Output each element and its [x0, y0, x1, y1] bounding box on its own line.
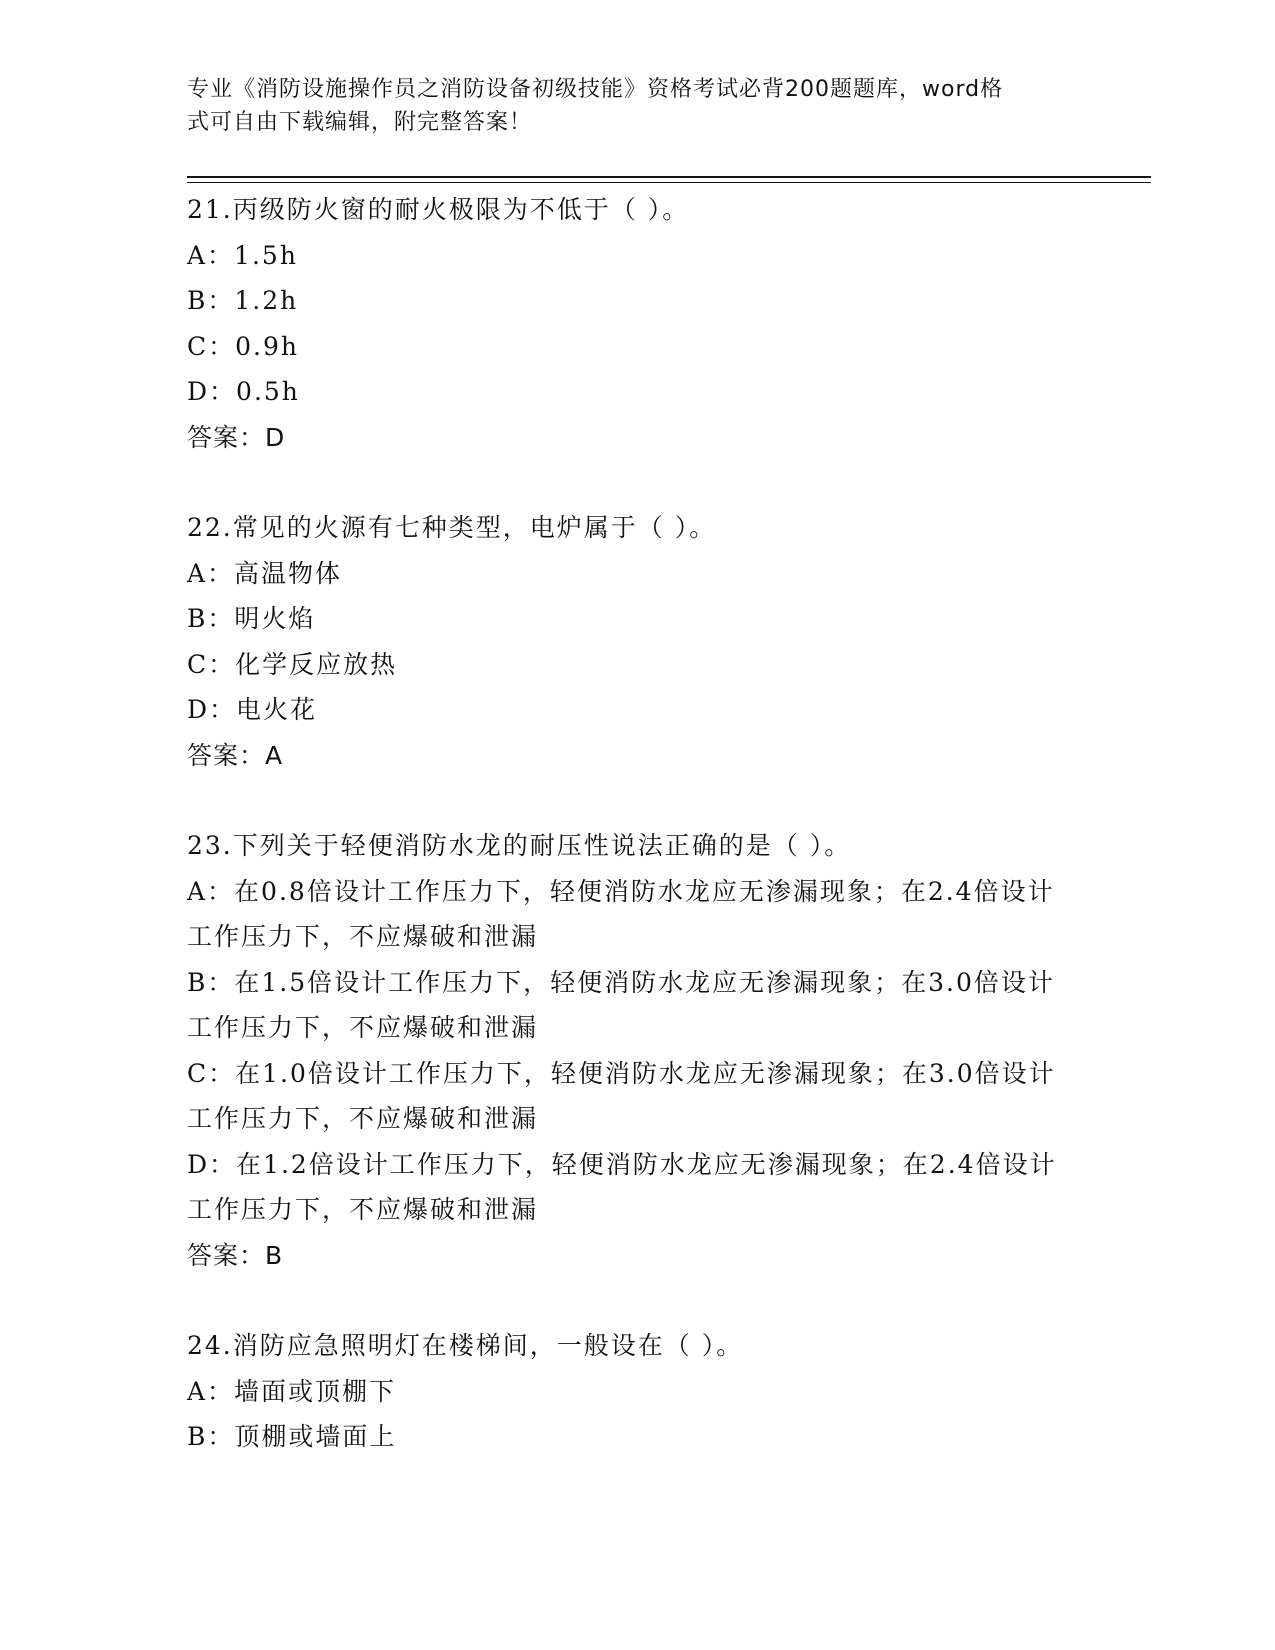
option-b: B：在1.5倍设计工作压力下，轻便消防水龙应无渗漏现象；在3.0倍设计工作压力下，不应爆破和泄漏 — [187, 967, 1055, 1042]
question-spacer — [187, 778, 1087, 823]
question-23 — [187, 823, 1087, 1278]
header-divider-thin — [187, 182, 1151, 183]
option-d: D：在1.2倍设计工作压力下，轻便消防水龙应无渗漏现象；在2.4倍设计工作压力下，不应爆破和泄漏 — [187, 1149, 1057, 1224]
question-spacer — [187, 1278, 1087, 1323]
option-a: A：1.5h — [187, 240, 298, 270]
option-c: C：0.9h — [187, 331, 299, 361]
question-stem: 22.常见的火源有七种类型，电炉属于（ ）。 — [187, 513, 717, 542]
question-22 — [187, 505, 1087, 778]
option-a: A：高温物体 — [187, 558, 343, 588]
option-c: C：化学反应放热 — [187, 649, 398, 679]
question-stem: 23.下列关于轻便消防水龙的耐压性说法正确的是（ ）。 — [187, 831, 852, 860]
option-d: D：0.5h — [187, 377, 300, 406]
option-a: A：在0.8倍设计工作压力下，轻便消防水龙应无渗漏现象；在2.4倍设计工作压力下，不应爆破和泄漏 — [187, 876, 1055, 951]
answer-label: 答案：A — [187, 740, 284, 770]
question-stem: 21.丙级防火窗的耐火极限为不低于（ ）。 — [187, 195, 690, 224]
question-spacer — [187, 460, 1087, 505]
question-stem: 24.消防应急照明灯在楼梯间，一般设在（ ）。 — [187, 1331, 744, 1360]
document-header — [187, 73, 1067, 139]
option-c: C：在1.0倍设计工作压力下，轻便消防水龙应无渗漏现象；在3.0倍设计工作压力下，不应爆破和泄漏 — [187, 1058, 1056, 1133]
option-a: A：墙面或顶棚下 — [187, 1376, 397, 1406]
answer-label: 答案：B — [187, 1240, 284, 1270]
answer-label: 答案：D — [187, 422, 286, 452]
option-b: B：明火焰 — [187, 604, 316, 633]
question-list — [187, 187, 1087, 1460]
option-b: B：1.2h — [187, 286, 299, 315]
option-b: B：顶棚或墙面上 — [187, 1422, 397, 1451]
header-line-2: 式可自由下载编辑，附完整答案！ — [187, 110, 533, 135]
header-divider-thick — [187, 176, 1151, 178]
option-d: D：电火花 — [187, 695, 318, 724]
header-line-1: 专业《消防设施操作员之消防设备初级技能》资格考试必背200题题库，word格 — [187, 77, 1004, 102]
question-24 — [187, 1323, 1087, 1460]
question-21 — [187, 187, 1087, 460]
